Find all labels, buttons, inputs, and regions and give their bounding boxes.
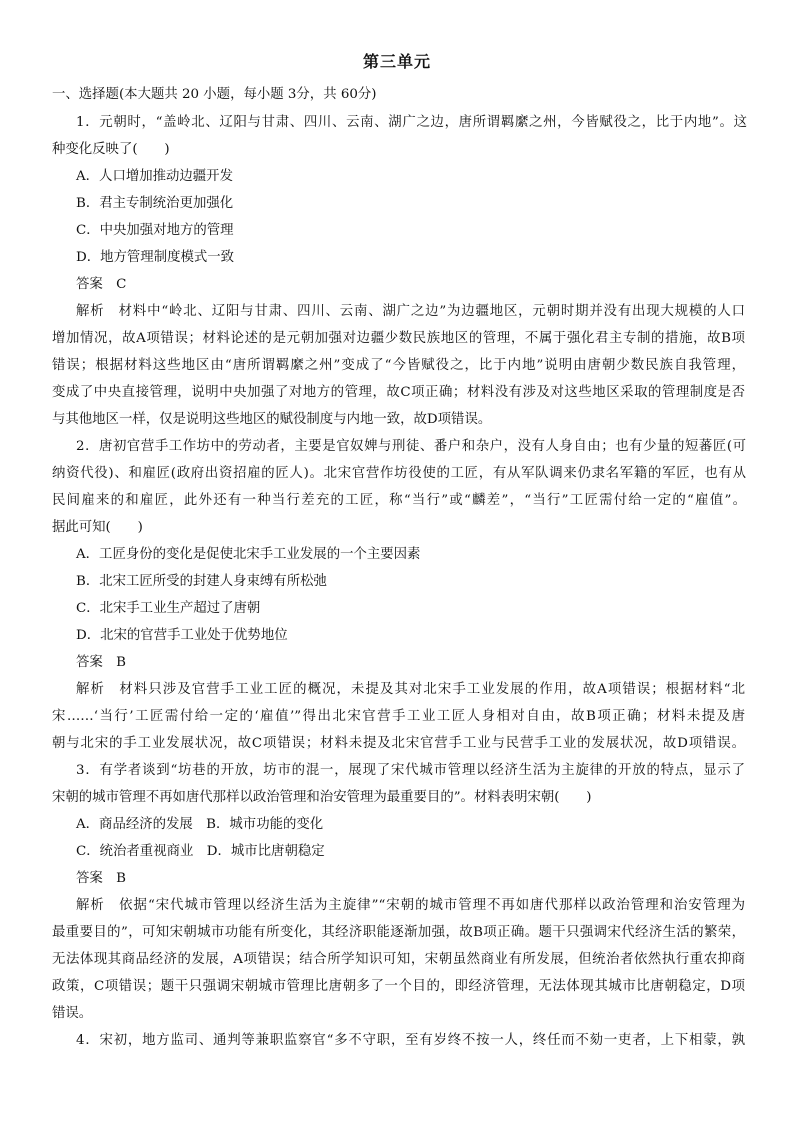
question-3-analysis-line-3: 无法体现其商品经济的发展，A项错误；结合所学知识可知，宋朝虽然商业有所发展，但统治者依然执行重农抑商 [52, 952, 745, 967]
question-2-analysis-line-1: 解析 材料只涉及官营手工业工匠的概况，未提及其对北宋手工业发展的作用，故A项错误；根据材料“北 [76, 682, 745, 697]
question-1-option-b: B．君主专制统治更加强化 [76, 196, 234, 211]
question-2-stem-line-4: 据此可知( ) [52, 520, 143, 535]
question-1-analysis-line-1: 解析 材料中“岭北、辽阳与甘肃、四川、云南、湖广之边”为边疆地区，元朝时期并没有出现大规模的人口 [76, 304, 745, 319]
question-2-stem-line-1: 2．唐初官营手工作坊中的劳动者，主要是官奴婢与刑徒、番户和杂户，没有人身自由；也有少量的短蕃匠(可 [76, 439, 746, 454]
page-title: 第三单元 [362, 52, 431, 71]
question-2-option-a: A．工匠身份的变化是促使北宋手工业发展的一个主要因素 [76, 547, 421, 562]
question-1-analysis-line-4: 变成了中央直接管理，说明中央加强了对地方的管理，故C项正确；材料没有涉及对这些地区采取的管理制度是否 [52, 385, 745, 400]
question-1-option-c: C．中央加强对地方的管理 [76, 223, 234, 238]
question-3-options-ab: A．商品经济的发展 B．城市功能的变化 [76, 817, 324, 832]
question-2-option-d: D．北宋的官营手工业处于优势地位 [76, 628, 288, 643]
question-1-option-d: D．地方管理制度模式一致 [76, 250, 235, 265]
question-1-stem-line-1: 1．元朝时，“盖岭北、辽阳与甘肃、四川、云南、湖广之边，唐所谓羁縻之州，今皆赋役之，比于内地”。这 [76, 115, 747, 130]
question-3-options-cd: C．统治者重视商业 D．城市比唐朝稳定 [76, 844, 325, 859]
question-2-stem-line-2: 纳资代役)、和雇匠(政府出资招雇的匠人)。北宋官营作坊役使的工匠，有从军队调来仍隶名军籍的军匠，也有从 [52, 466, 746, 481]
question-2-analysis-line-2: 宋……‘当行’工匠需付给一定的‘雇值’”得出北宋官营手工业工匠人身相对自由，故B项正确；材料未提及唐 [52, 709, 745, 724]
question-3-stem-line-2: 宋朝的城市管理不再如唐代那样以政治管理和治安管理为最重要目的”。材料表明宋朝( ) [52, 790, 592, 805]
question-2-option-b: B．北宋工匠所受的封建人身束缚有所松弛 [76, 574, 327, 589]
question-2-analysis-line-3: 朝与北宋的手工业发展状况，故C项错误；材料未提及北宋官营手工业与民营手工业的发展状况，故D项错误。 [52, 736, 745, 751]
question-1-analysis-line-3: 错误；根据材料这些地区由“唐所谓羁縻之州”变成了“今皆赋役之，比于内地”说明由唐朝少数民族自我管理， [52, 358, 745, 373]
section-heading: 一、选择题(本大题共 20 小题，每小题 3分，共 60分) [52, 87, 377, 102]
question-2-answer: 答案 B [76, 655, 127, 670]
question-1-option-a: A．人口增加推动边疆开发 [76, 169, 233, 184]
question-1-analysis-line-2: 增加情况，故A项错误；材料论述的是元朝加强对边疆少数民族地区的管理，不属于强化君主专制的措施，故B项 [52, 331, 745, 346]
question-3-stem-line-1: 3．有学者谈到“坊巷的开放，坊市的混一，展现了宋代城市管理以经济生活为主旋律的开放的特点，显示了 [76, 763, 745, 778]
question-1-answer: 答案 C [76, 277, 127, 292]
question-4-stem-line-1: 4．宋初，地方监司、通判等兼职监察官“多不守职，至有岁终不按一人，终任而不劾一吏者，上下相蒙，孰 [76, 1033, 745, 1048]
question-2-option-c: C．北宋手工业生产超过了唐朝 [76, 601, 261, 616]
question-1-stem-line-2: 种变化反映了( ) [52, 142, 170, 157]
question-3-answer: 答案 B [76, 871, 127, 886]
question-3-analysis-line-4: 政策，C项错误；题干只强调宋朝城市管理比唐朝多了一个目的，即经济管理，无法体现其城市比唐朝稳定，D项 [52, 979, 745, 994]
question-3-analysis-line-2: 最重要目的”，可知宋朝城市功能有所变化，其经济职能逐渐加强，故B项正确。题干只强调宋代经济生活的繁荣， [52, 925, 745, 940]
question-3-analysis-line-1: 解析 依据“宋代城市管理以经济生活为主旋律”“宋朝的城市管理不再如唐代那样以政治管理和治安管理为 [76, 898, 745, 913]
question-1-analysis-line-5: 与其他地区一样，仅是说明这些地区的赋役制度与内地一致，故D项错误。 [52, 412, 492, 427]
question-2-stem-line-3: 民间雇来的和雇匠，此外还有一种当行差充的工匠，称“当行”或“麟差”，“当行”工匠需付给一定的“雇值”。 [52, 493, 746, 508]
question-3-analysis-line-5: 错误。 [52, 1006, 93, 1021]
